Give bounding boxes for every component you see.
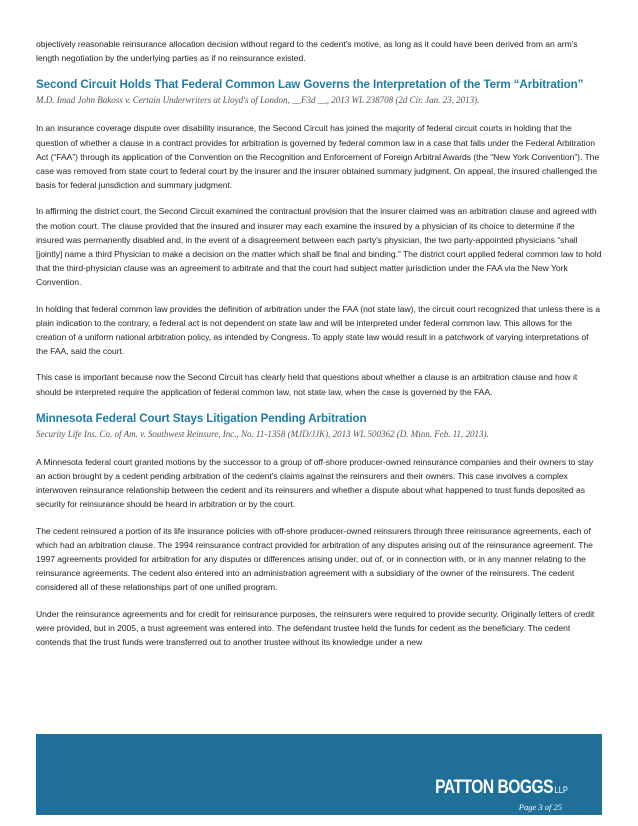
logo-suffix: LLP [554, 785, 568, 795]
section-second-circuit [36, 77, 602, 398]
case-citation: Security Life Ins. Co. of Am. v. Southwest Reinsure, Inc., No. 11-1358 (MJD/JJK), 2013 WL 500362 (D. Minn. Feb. 11, 2013). [36, 428, 489, 439]
body-paragraph: In an insurance coverage dispute over disability insurance, the Second Circuit has joined the majority of federal circuit courts in holding that the question of whether a clause in a contract provides for arbitration is governed by federal common law in a case that falls under the Federal Arbitration Act (“FAA”) through its application of the Convention on the Recognition and Enforcement of Foreign Arbitral Awards (the “New York Convention”). The case was removed from state court to federal court by the insurer and the insurer obtained summary judgment. On appeal, the insured challenged the basis for federal jurisdiction and summary judgment. [36, 123, 600, 191]
page-number: Page 3 of 25 [518, 802, 562, 812]
section-heading: Second Circuit Holds That Federal Common Law Governs the Interpretation of the Term “Arbitration” [36, 78, 584, 92]
case-citation: M.D. Imad John Bakoss v. Certain Underwriters at Lloyd's of London, __F3d __, 2013 WL 238708 (2d Cir. Jan. 23, 2013). [36, 95, 480, 106]
intro-paragraph: objectively reasonable reinsurance allocation decision without regard to the cedent's motive, as long as it could have been derived from an arm's length negotiation by the underlying parties as if no reinsurance existed. [36, 39, 578, 64]
body-paragraph: In affirming the district court, the Second Circuit examined the contractual provision that the insurer claimed was an arbitration clause and agreed with the motion court. The clause provided that the insured and insurer may each examine the insured by a physician of its choice to determine if the insured was permanently disabled and, in the event of a disagreement between each party's physician, the two party-appointed physicians “shall [jointly] name a third Physician to make a decision on the matter which shall be final and binding.” The district court applied federal common law to hold that the third-physician clause was an agreement to arbitrate and that the court had subject matter jurisdiction under the FAA via the New York Convention. [36, 206, 602, 288]
body-paragraph: Under the reinsurance agreements and for credit for reinsurance purposes, the reinsurers were required to provide security. Originally letters of credit were provided, but in 2005, a trust agreement was entered into. The defendant trustee held the funds for cedent as the beneficiary. The cedent contends that the trust funds were transferred out to another trustee without its knowledge under a new [36, 608, 595, 648]
body-paragraph: The cedent reinsured a portion of its life insurance policies with off-shore producer-owned reinsurers through three reinsurance agreements, each of which had an arbitration clause. The 1994 reinsurance contract provided for arbitration of any disputes arising out of the reinsurance agreement. The 1997 agreements provided for arbitration for any disputes or differences arising under, out of, or in connection with, or in any manner relating to the reinsurance agreements. The cedent also entered into an administration agreement with a subsidiary of the owner of the reinsurers. The cedent considered all of these relationships part of one unified program. [36, 525, 593, 593]
patton-boggs-logo [435, 777, 568, 799]
footer-bar [36, 734, 602, 815]
body-paragraph: This case is important because now the Second Circuit has clearly held that questions about whether a clause is an arbitration clause and how it should be interpreted require the application of federal common law, not state law, when the case is governed by the FAA. [36, 372, 578, 397]
page-content [36, 37, 602, 661]
section-minnesota [36, 411, 602, 649]
section-heading: Minnesota Federal Court Stays Litigation Pending Arbitration [36, 411, 367, 425]
logo-text: PATTON BOGGS [435, 777, 554, 798]
body-paragraph: A Minnesota federal court granted motions by the successor to a group of off-shore producer-owned reinsurance companies and their owners to stay an action brought by a cedent pending arbitration of the cedent's claims against the reinsurers and their owners. This case involves a complex interwoven reinsurance relationship between the cedent and its reinsurers and whether a dispute about what happened to trust funds deposited as security for reinsurance should be heard in arbitration or by the court. [36, 456, 594, 510]
body-paragraph: In holding that federal common law provides the definition of arbitration under the FAA (not state law), the circuit court recognized that unless there is a plain indication to the contrary, a federal act is not dependent on state law and will be interpreted under federal common law. This allows for the creation of a uniform national arbitration policy, as intended by Congress. To apply state law would result in a patchwork of varying interpretations of the FAA, said the court. [36, 303, 601, 357]
